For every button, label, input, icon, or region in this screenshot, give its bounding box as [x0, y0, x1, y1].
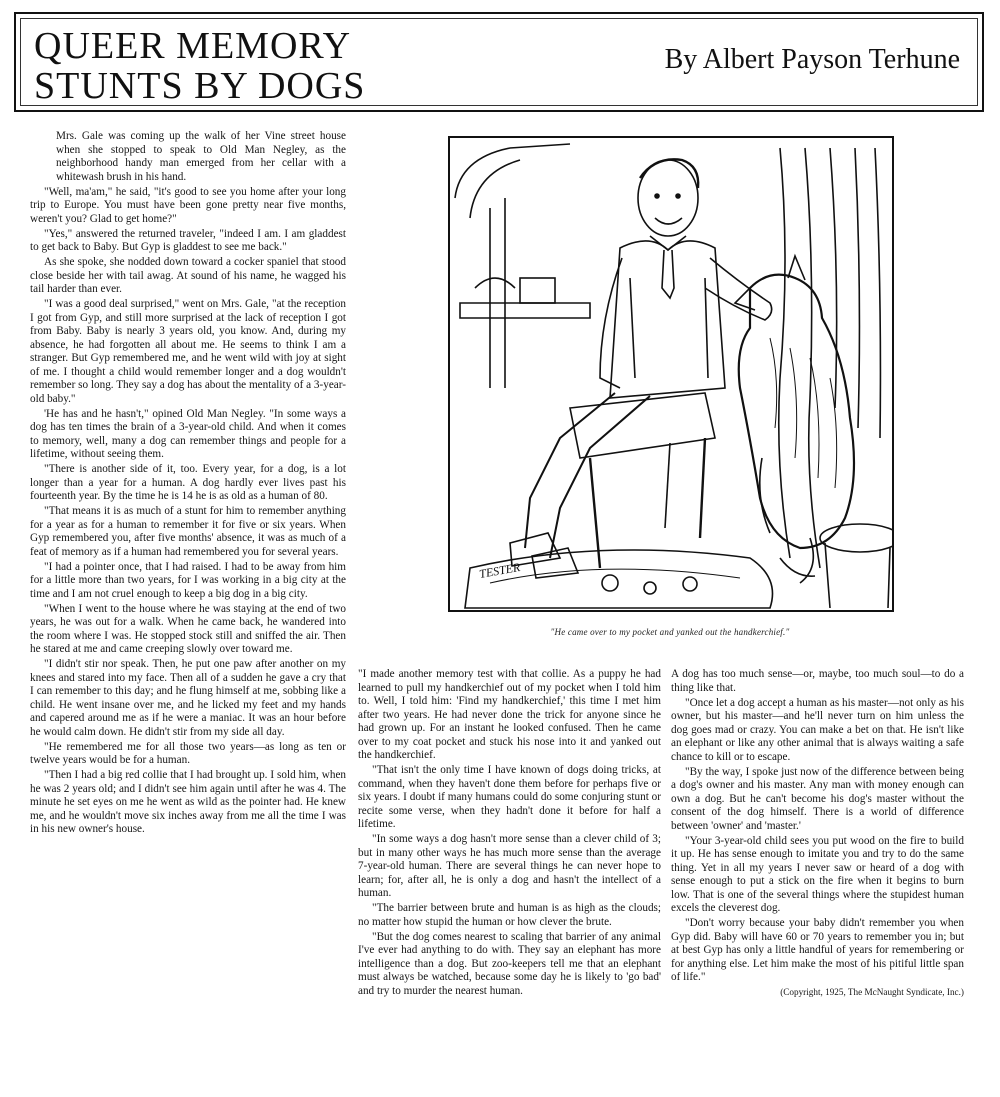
paragraph: "I made another memory test with that collie. As a puppy he had learned to pull my handkerchief out of my pocket when I told him to. Well, I told him: 'Find my handkerchief,' this time I met him after two years. He had never done the trick for anyone since he had grown up. For an instant he looked confused. Then he came over to my coat pocket and stuck his nose into it and yanked out the handkerchief. [358, 668, 661, 761]
artist-signature: TESTER [478, 559, 522, 581]
paragraph: "When I went to the house where he was staying at the end of two years, he was out for a walk. When he came back, he wandered into the room where I was. He stopped stock still and sniffed the air. Then he stared at me and came creeping slowly over toward me. [30, 602, 346, 655]
paragraph: "That isn't the only time I have known of dogs doing tricks, at command, when they haven't done them before for perhaps five or six years. I doubt if many humans could do some conjuring stunt or recite some verse, when they hadn't done it before for half a lifetime. [358, 764, 661, 830]
paragraph: "Once let a dog accept a human as his master—not only as his owner, but his master—and he'll never turn on him unless the dog goes mad or crazy. You can make a bet on that. He isn't like an elephant or like any other animal that is always waiting a safe chance to kill or to escape. [671, 696, 964, 763]
paragraph: Mrs. Gale was coming up the walk of her Vine street house when she stopped to speak to Old Man Negley, as the neighborhood handy man emerged from her cellar with a whitewash brush in his hand. [56, 130, 346, 183]
headline-line-1: QUEER MEMORY [34, 25, 352, 67]
paragraph: "The barrier between brute and human is as high as the clouds; no matter how stupid the human or how clever the brute. [358, 902, 661, 928]
copyright-notice: (Copyright, 1925, The McNaught Syndicate, Inc.) [780, 987, 964, 997]
article-column-1 [30, 130, 346, 838]
paragraph: A dog has too much sense—or, maybe, too much soul—to do a thing like that. [671, 668, 964, 694]
paragraph: "Yes," answered the returned traveler, "indeed I am. I am gladdest to get back to Baby. But Gyp is gladdest to see me back." [30, 227, 346, 253]
paragraph: 'He has and he hasn't," opined Old Man Negley. "In some ways a dog has ten times the brain of a 3-year-old child. And when it comes to memory, well, many a dog can remember things and people for a lifetime, without seeing them. [30, 407, 346, 460]
paragraph: "I didn't stir nor speak. Then, he put one paw after another on my knees and stared into my face. Then all of a sudden he gave a cry that I can remember to this day; and he flung himself at me, sobbing like a child. He went insane over me, and he licked my feet and my hands and capered around me as if he were a maniac. It was an hour before he would calm down. He didn't stir from my side all day. [30, 658, 346, 738]
paragraph: As she spoke, she nodded down toward a cocker spaniel that stood close beside her with tail awag. At sound of his name, he wagged his tail harder than ever. [30, 256, 346, 295]
illustration-man-and-dog [448, 136, 894, 612]
article-column-2 [358, 668, 661, 1000]
paragraph: "By the way, I spoke just now of the difference between being a dog's owner and his master. Any man with money enough can own a dog. But he can't become his dog's master without the consent of the dog himself. There is a world of difference between 'owner' and 'master.' [671, 765, 964, 832]
paragraph: "I was a good deal surprised," went on Mrs. Gale, "at the reception I got from Gyp, and still more surprised at the lack of reception I got from Baby. Baby is nearly 3 years old, you know. And, during my absence, he had forgotten all about me. He seems to think I am a stranger. But Gyp remembered me, and he went wild with joy at sight of me. I thought a child would remember longer and a dog wouldn't remember so long. They say a dog has about the mentality of a 3-year-old baby." [30, 298, 346, 405]
paragraph: "Don't worry because your baby didn't remember you when Gyp did. Baby will have 60 or 70 years to remember you in; but at best Gyp has only a little handful of years for remembering or for anything else. Let him make the most of his pitiful little span of life." [671, 917, 964, 983]
byline: By Albert Payson Terhune [664, 44, 960, 75]
illustration-caption: "He came over to my pocket and yanked out the handkerchief." [550, 627, 790, 637]
headline [34, 26, 365, 106]
paragraph: "I had a pointer once, that I had raised. I had to be away from him for a little more than two years, for I was working in a big city at the time and I am not cruel enough to keep a big dog in a big city. [30, 560, 346, 600]
article-column-3 [671, 668, 964, 1001]
headline-line-2: STUNTS BY DOGS [34, 65, 366, 107]
paragraph: "Well, ma'am," he said, "it's good to see you home after your long trip to Europe. You must have been gone pretty near five months, weren't you? Glad to get home?" [30, 185, 346, 225]
paragraph: "Your 3-year-old child sees you put wood on the fire to build it up. He has sense enough to imitate you and try to do the same thing. Yet in all my years I never saw or heard of a dog with sense enough to put a stick on the fire when it begins to burn low. That is one of the several things where the stupidest human excels the cleverest dog. [671, 834, 964, 914]
paragraph: "He remembered me for all those two years—as long as ten or twelve years would be for a human. [30, 740, 346, 766]
paragraph: "That means it is as much of a stunt for him to remember anything for a year as for a human to remember it for five or six years. When Gyp remembered you, after five months' absence, it was as much of a feat of memory as if a human had remembered you for several years. [30, 505, 346, 558]
illustration-drawing [450, 138, 892, 610]
masthead-box [14, 12, 984, 112]
paragraph: "There is another side of it, too. Every year, for a dog, is a lot longer than a year for a human. A dog hardly ever lives past his fourteenth year. By the time he is 14 he is as old as a human of 80. [30, 463, 346, 502]
paragraph: "In some ways a dog hasn't more sense than a clever child of 3; but in many other ways he has much more sense than the average 7-year-old human. There are several things he can never hope to learn; for, after all, he is only a dog and hasn't the intellect of a human. [358, 833, 661, 899]
paragraph: "Then I had a big red collie that I had brought up. I sold him, when he was 2 years old; and I didn't see him again until after he was 4. The minute he set eyes on me he went as wild as the pointer had. He knew me, and he wouldn't move six inches away from me all the time I was in his new owner's house. [30, 769, 346, 835]
paragraph: "But the dog comes nearest to scaling that barrier of any animal I've ever had anything to do with. They say an elephant has more intelligence than a dog. But zoo-keepers tell me that an elephant must always be watched, because some day he is likely to 'go bad' and try to murder the nearest human. [358, 930, 661, 997]
